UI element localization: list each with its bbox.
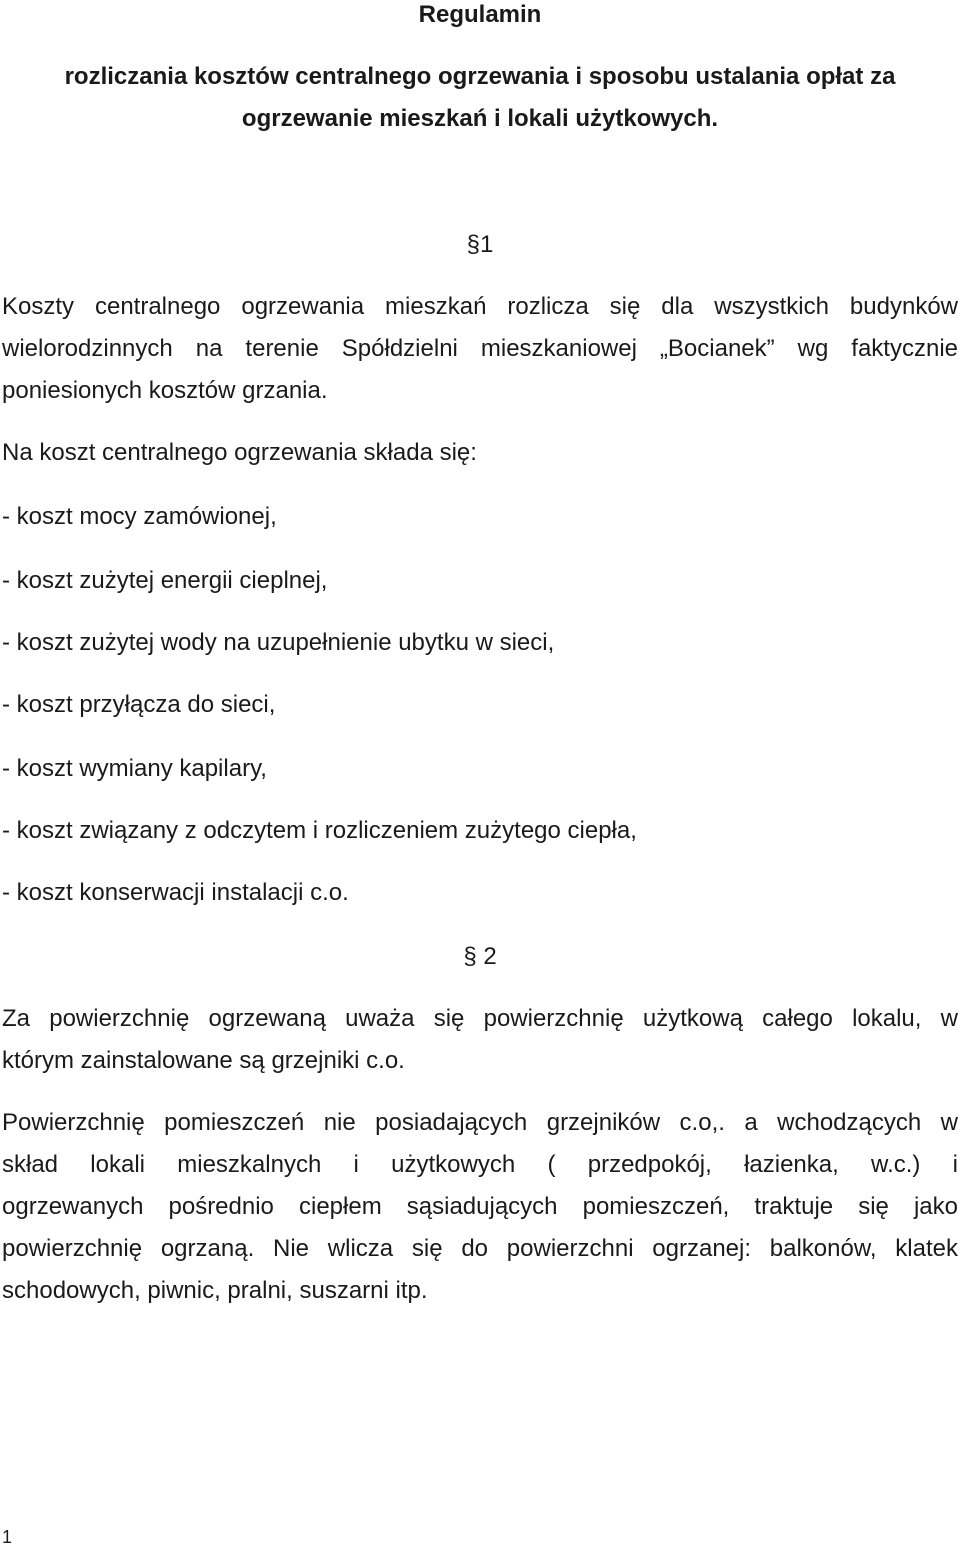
section-2-para-2-line-3: ogrzewanych pośrednio ciepłem sąsiadujących pomieszczeń, traktuje się jako: [2, 1193, 958, 1220]
section-2-marker: § 2: [463, 943, 497, 970]
document-subtitle-line-1: rozliczania kosztów centralnego ogrzewania i sposobu ustalania opłat za: [64, 63, 896, 90]
section-2-para-2-line-4: powierzchnię ogrzaną. Nie wlicza się do powierzchni ogrzanej: balkonów, klatek: [2, 1235, 958, 1262]
list-item: - koszt konserwacji instalacji c.o.: [2, 879, 349, 906]
section-1-para-1-line-3: poniesionych kosztów grzania.: [2, 377, 328, 404]
section-2-para-2-line-2: skład lokali mieszkalnych i użytkowych ( przedpokój, łazienka, w.c.) i: [2, 1151, 958, 1178]
list-item: - koszt zużytej energii cieplnej,: [2, 567, 328, 594]
section-1-intro: Na koszt centralnego ogrzewania składa się:: [2, 439, 477, 466]
section-2-para-2-line-5: schodowych, piwnic, pralni, suszarni itp.: [2, 1277, 428, 1304]
section-1-para-1-line-1: Koszty centralnego ogrzewania mieszkań rozlicza się dla wszystkich budynków: [2, 293, 958, 320]
list-item: - koszt związany z odczytem i rozliczeniem zużytego ciepła,: [2, 817, 637, 844]
list-item: - koszt zużytej wody na uzupełnienie ubytku w sieci,: [2, 629, 555, 656]
section-1-marker: §1: [466, 231, 494, 258]
section-2-para-2-line-1: Powierzchnię pomieszczeń nie posiadających grzejników c.o,. a wchodzących w: [2, 1109, 958, 1136]
document-subtitle-line-2: ogrzewanie mieszkań i lokali użytkowych.: [241, 105, 719, 132]
section-2-para-1-line-1: Za powierzchnię ogrzewaną uważa się powierzchnię użytkową całego lokalu, w: [2, 1005, 958, 1032]
page-number: 1: [2, 1527, 13, 1547]
document-title: Regulamin: [418, 1, 542, 28]
list-item: - koszt mocy zamówionej,: [2, 503, 277, 530]
list-item: - koszt wymiany kapilary,: [2, 755, 267, 782]
list-item: - koszt przyłącza do sieci,: [2, 691, 276, 718]
section-2-para-1-line-2: którym zainstalowane są grzejniki c.o.: [2, 1047, 405, 1074]
section-1-para-1-line-2: wielorodzinnych na terenie Spółdzielni mieszkaniowej „Bocianek” wg faktycznie: [2, 335, 958, 362]
